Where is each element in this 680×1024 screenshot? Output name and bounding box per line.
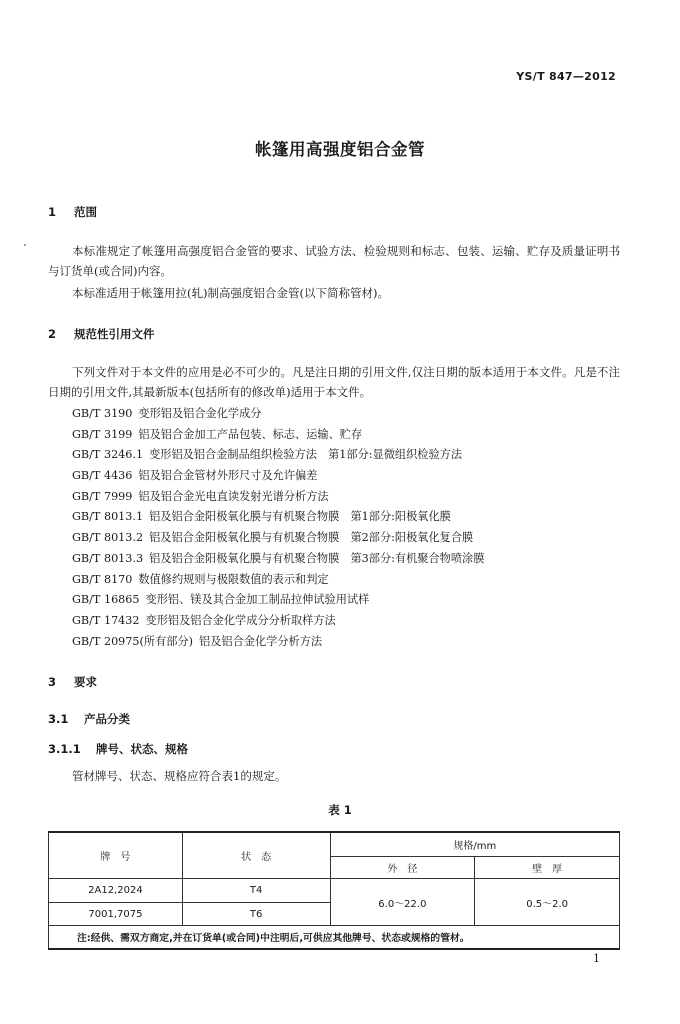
reference-item: [72, 570, 484, 591]
subsection-title: 产品分类: [84, 712, 131, 726]
section-number: 2: [48, 327, 57, 341]
table-reference-text: 管材牌号、状态、规格应符合表1的规定。: [72, 769, 287, 783]
subsection-title: 牌号、状态、规格: [96, 742, 189, 756]
reference-code: GB/T 8170: [72, 572, 133, 586]
reference-code: GB/T 3246.1: [72, 448, 144, 462]
reference-title: 变形铝及铝合金化学成分: [138, 407, 262, 420]
reference-code: GB/T 20975(所有部分): [72, 634, 194, 648]
reference-code: GB/T 4436: [72, 469, 133, 483]
header-temper: 状 态: [182, 832, 330, 879]
scope-paragraph-1: 本标准规定了帐篷用高强度铝合金管的要求、试验方法、检验规则和标志、包装、运输、贮存及质量证明书与订货单(或合同)内容。: [48, 244, 620, 278]
reference-code: GB/T 7999: [72, 489, 133, 503]
cell-grade: 7001,7075: [49, 903, 183, 926]
reference-code: GB/T 3199: [72, 427, 133, 441]
table-row: [49, 879, 620, 903]
section-3-heading: [48, 674, 97, 690]
cell-grade: 2A12,2024: [49, 879, 183, 903]
reference-item: [72, 445, 484, 466]
table-caption: 表 1: [328, 803, 352, 817]
reference-title: 铝及铝合金化学分析方法: [199, 634, 323, 648]
subsection-3-1-1-heading: [48, 741, 188, 757]
header-spec: 规格/mm: [330, 832, 619, 857]
section-2-heading: [48, 326, 155, 342]
section-title: 规范性引用文件: [74, 327, 155, 341]
reference-title: 变形铝及铝合金化学成分分析取样方法: [145, 613, 336, 627]
reference-title: 变形铝、镁及其合金加工制品拉伸试验用试样: [145, 593, 370, 607]
reference-item: [72, 404, 484, 425]
reference-item: [72, 549, 484, 570]
normative-intro: 下列文件对于本文件的应用是必不可少的。凡是注日期的引用文件,仅注日期的版本适用于本文件。凡是不注日期的引用文件,其最新版本(包括所有的修改单)适用于本文件。: [48, 365, 620, 399]
document-title: 帐篷用高强度铝合金管: [255, 140, 425, 159]
reference-code: GB/T 17432: [72, 613, 140, 627]
subsection-number: 3.1.1: [48, 742, 81, 756]
header-outer-diameter: 外 径: [330, 857, 475, 879]
reference-item: [72, 590, 484, 611]
reference-item: [72, 507, 484, 528]
reference-code: GB/T 16865: [72, 593, 140, 607]
cell-temper: T4: [182, 879, 330, 903]
section-title: 范围: [74, 205, 98, 219]
reference-title: 铝及铝合金光电直读发射光谱分析方法: [138, 489, 329, 503]
cell-outer-diameter: 6.0～22.0: [330, 879, 475, 926]
reference-code: GB/T 8013.1: [72, 510, 144, 524]
reference-title: 铝及铝合金阳极氧化膜与有机聚合物膜 第1部分:阳极氧化膜: [149, 510, 451, 524]
reference-title: 铝及铝合金加工产品包装、标志、运输、贮存: [138, 427, 363, 441]
subsection-number: 3.1: [48, 712, 69, 726]
section-number: 3: [48, 675, 57, 689]
header-wall-thickness: 壁 厚: [475, 857, 620, 879]
reference-item: [72, 528, 484, 549]
reference-code: GB/T 8013.3: [72, 551, 144, 565]
reference-title: 铝及铝合金管材外形尺寸及允许偏差: [138, 469, 318, 483]
reference-list: [72, 404, 484, 652]
page-number: 1: [593, 952, 600, 965]
header-grade: 牌 号: [49, 832, 183, 879]
margin-mark: [24, 244, 26, 246]
section-title: 要求: [74, 675, 98, 689]
spec-table: [48, 831, 620, 950]
table-note: 注:经供、需双方商定,并在订货单(或合同)中注明后,可供应其他牌号、状态或规格的管材。: [49, 926, 620, 950]
reference-code: GB/T 3190: [72, 407, 133, 420]
reference-item: [72, 425, 484, 446]
reference-title: 铝及铝合金阳极氧化膜与有机聚合物膜 第3部分:有机聚合物喷涂膜: [149, 551, 485, 565]
section-number: 1: [48, 205, 57, 219]
cell-wall-thickness: 0.5～2.0: [475, 879, 620, 926]
reference-item: [72, 466, 484, 487]
reference-code: GB/T 8013.2: [72, 531, 144, 545]
reference-title: 变形铝及铝合金制品组织检验方法 第1部分:显微组织检验方法: [149, 448, 463, 462]
standard-code: YS/T 847—2012: [516, 70, 616, 83]
reference-title: 铝及铝合金阳极氧化膜与有机聚合物膜 第2部分:阳极氧化复合膜: [149, 531, 474, 545]
subsection-3-1-heading: [48, 711, 130, 727]
reference-item: [72, 611, 484, 632]
reference-item: [72, 632, 484, 653]
section-1-heading: [48, 204, 97, 220]
reference-item: [72, 487, 484, 508]
scope-paragraph-2: 本标准适用于帐篷用拉(轧)制高强度铝合金管(以下简称管材)。: [72, 286, 389, 300]
reference-title: 数值修约规则与极限数值的表示和判定: [138, 572, 329, 586]
cell-temper: T6: [182, 903, 330, 926]
